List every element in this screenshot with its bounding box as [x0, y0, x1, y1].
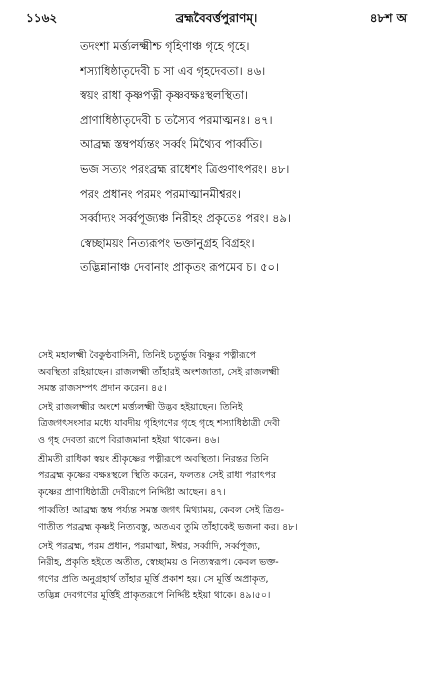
text-line: ত্রিজগৎসংসার মধ্যে যাবদীয় গৃহিগণের গৃহে গৃহে শস্যাধিষ্ঠাত্রী দেবী	[38, 418, 280, 430]
bengali-translation	[24, 348, 413, 607]
text-line: পরব্রহ্ম কৃষ্ণের বক্ষঃস্থলে স্থিতি করেন, ফলতঃ সেই রাধা পরাৎপর	[38, 470, 277, 482]
page-number: ১১৬২	[26, 11, 58, 25]
verse-line: তদংশা মর্ত্ত্যলক্ষ্মীশ্চ গৃহিণাঞ্চ গৃহে গৃহে।	[80, 39, 250, 53]
text-line: শ্রীমতী রাধিকা স্বয়ং শ্রীকৃষ্ণের পত্নীরূপে অবস্থিতা। নিরন্তর তিনি	[38, 453, 269, 465]
text-line: পার্ব্বতি! আব্রহ্ম স্তম্ব পর্য্যন্ত সমস্ত জগৎ মিথ্যাময়, কেবল সেই ত্রিগু-	[38, 505, 285, 517]
text-line: নিরীহ, প্রকৃতি হইতে অতীত, স্বেচ্ছাময় ও নিত্যস্বরূপ। কেবল ভক্ত-	[38, 557, 279, 569]
translation-paragraph	[24, 539, 413, 605]
translation-paragraph	[24, 452, 413, 502]
text-line: ণাতীত পরব্রহ্ম কৃষ্ণই নিত্যবস্তু, অতএব তুমি তাঁহাকেই ভজনা কর। ৪৮।	[38, 521, 298, 533]
chapter-label: ৪৮শ অ	[369, 11, 407, 25]
page-header	[26, 8, 407, 28]
text-line: সমস্ত রাজসম্পৎ প্রদান করেন। ৪৫।	[38, 383, 167, 395]
verse-line: তদ্ভিন্নানাঞ্চ দেবানাং প্রাকৃতং রূপমেব চ। ৫০।	[80, 260, 279, 275]
translation-paragraph	[24, 348, 413, 398]
translation-paragraph	[24, 503, 413, 536]
verse-line: ভজ সত্যং পরংব্রহ্ম রাধেশং ত্রিগুণাৎপরং। ৪৮।	[80, 161, 290, 176]
text-line: ও গৃহ দেবতা রূপে বিরাজমানা হইয়া থাকেন। ৪৬।	[38, 434, 220, 446]
text-line: সেই পরব্রহ্ম, পরম প্রধান, পরমাত্মা, ঈশ্বর, সর্ব্বাদি, সর্ব্বপূজ্য,	[38, 540, 261, 552]
verse-line: স্বেচ্ছাময়ং নিত্যরূপং ভক্তানুগ্রহ বিগ্রহং।	[80, 235, 255, 250]
running-title: ব্রহ্মবৈবর্ত্তপুরাণম্।	[175, 11, 258, 25]
verse-line: পরং প্রধানং পরমং পরমাত্মানমীশ্বরং।	[80, 186, 241, 201]
verse-line: শস্যাধিষ্ঠাতৃদেবী চ সা এব গৃহদেবতা। ৪৬।	[80, 63, 266, 78]
verse-line: প্রাণাধিষ্ঠাতৃদেবী চ তস্যৈব পরমাত্মনঃ। ৪৭।	[80, 112, 273, 127]
text-line: তদ্ভিন্ন দেবগণের মূর্ত্তিই প্রাকৃতরূপে নির্দ্দিষ্ট হইয়া থাকে। ৪৯।৫০।	[38, 590, 271, 602]
sanskrit-verses	[80, 34, 411, 280]
text-line: সেই রাজলক্ষ্মীর অংশে মর্ত্ত্যলক্ষ্মী উদ্ভব হইয়াছেন। তিনিই	[38, 401, 243, 413]
text-line: কৃষ্ণের প্রাণাধিষ্ঠাত্রী দেবীরূপে নির্দ্দিষ্টা আছেন। ৪৭।	[38, 486, 226, 498]
verse-line: স্বয়ং রাধা কৃষ্ণপত্নী কৃষ্ণবক্ষঃস্থলস্থিতা।	[80, 88, 249, 103]
text-line: সেই মহালক্ষ্মী বৈকুণ্ঠবাসিনী, তিনিই চতুর্ভুজ বিষ্ণুর পত্নীরূপে	[38, 350, 256, 361]
verse-line: আব্রহ্ম স্তম্বপর্য্যন্তং সর্ব্বং মিথ্যৈব পার্ব্বতি।	[80, 137, 263, 152]
text-line: গণের প্রতি অনুগ্রহার্থ তাঁহার মূর্ত্তি প্রকাশ হয়। সে মূর্ত্তি অপ্রাকৃত,	[38, 573, 269, 585]
text-line: অবস্থিতা রহিয়াছেন। রাজলক্ষ্মী তাঁহারই অংশজাতা, সেই রাজলক্ষ্মী	[38, 366, 280, 378]
verse-line: সর্ব্বাদ্যং সর্ব্বপূজ্যঞ্চ নিরীহং প্রকৃতেঃ পরং। ৪৯।	[80, 211, 292, 226]
translation-paragraph	[24, 400, 413, 450]
